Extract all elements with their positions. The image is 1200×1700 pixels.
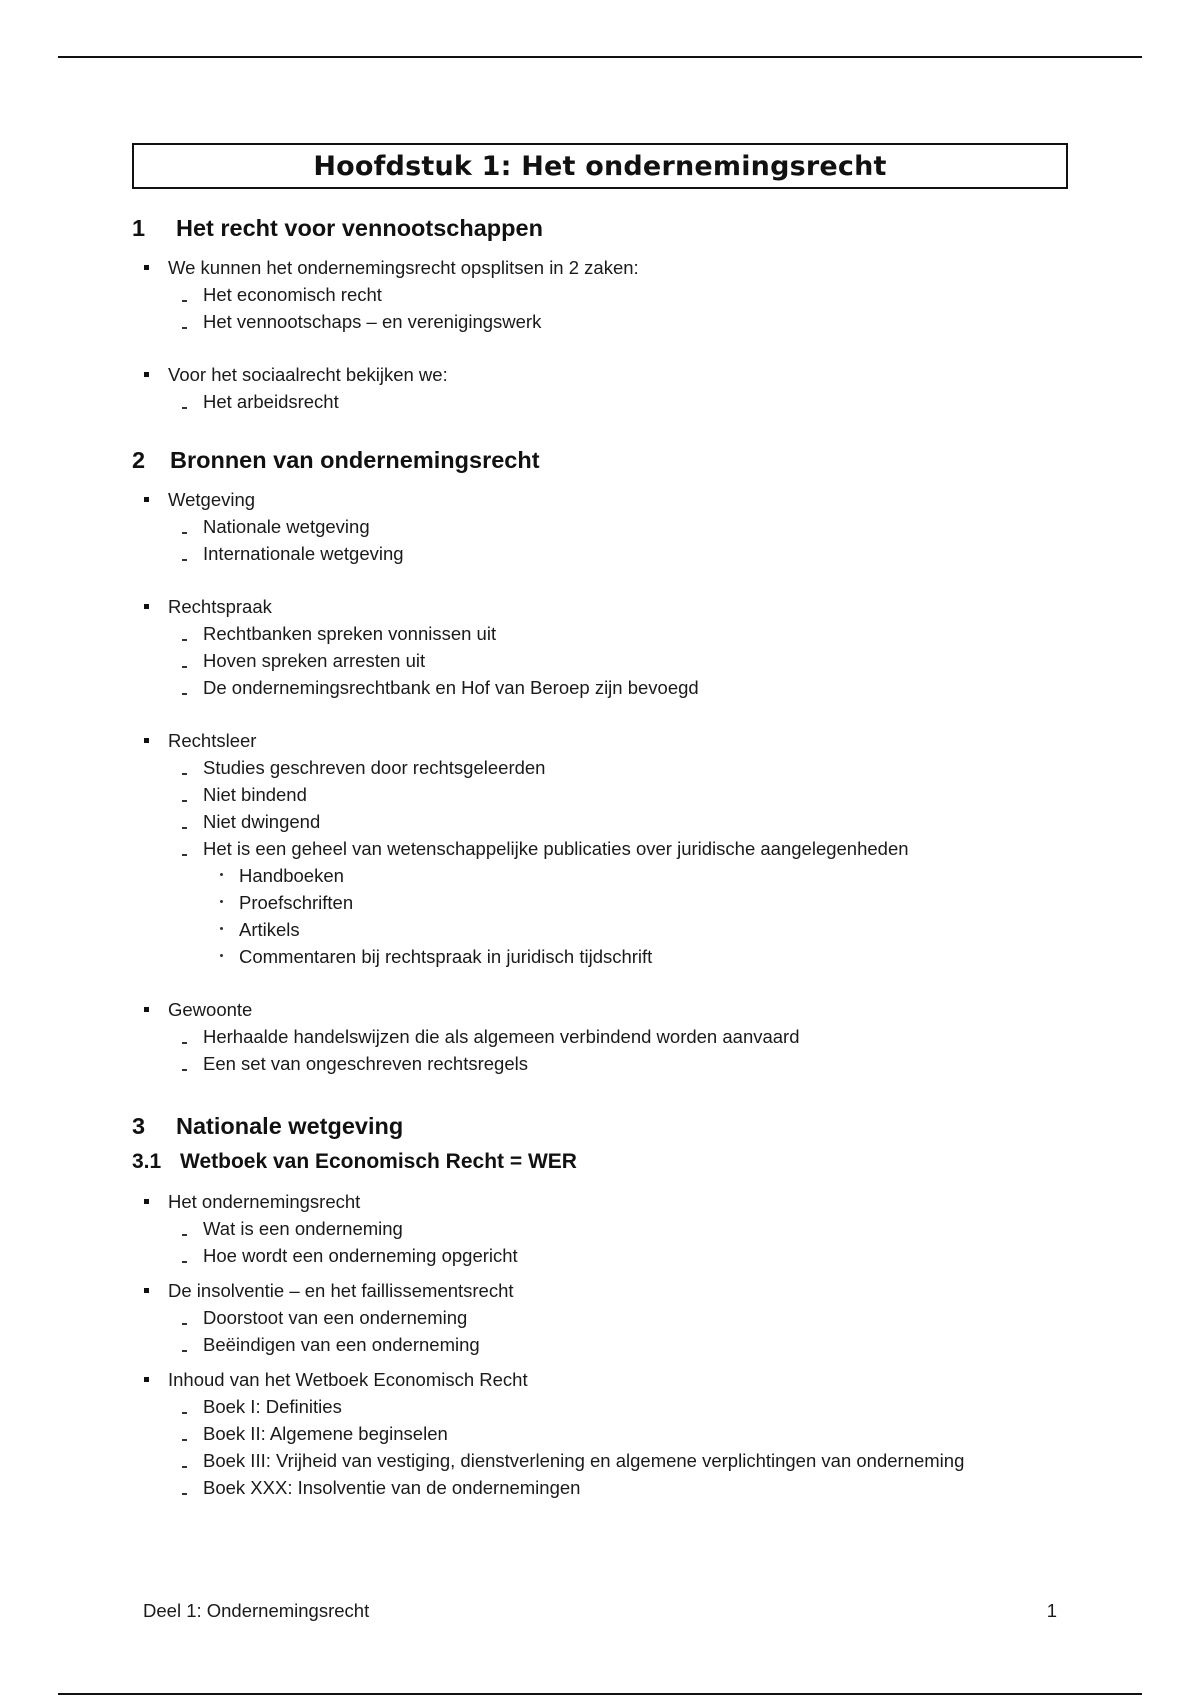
sub-list-item: Hoven spreken arresten uit xyxy=(132,647,1072,674)
sub-list-item: Studies geschreven door rechtsgeleerden xyxy=(132,754,1072,781)
sub-list-item: Hoe wordt een onderneming opgericht xyxy=(132,1242,1072,1269)
subsection-heading xyxy=(132,1150,1072,1174)
sub-list-item: Het arbeidsrecht xyxy=(132,388,1072,415)
list-item: Voor het sociaalrecht bekijken we: xyxy=(132,361,1072,388)
list-item: De insolventie – en het faillissementsrecht xyxy=(132,1277,1072,1304)
section-heading xyxy=(132,1113,1072,1140)
footer-title: Deel 1: Ondernemingsrecht xyxy=(143,1600,370,1621)
sub-list-item: Het is een geheel van wetenschappelijke publicaties over juridische aangelegenheden xyxy=(132,835,1072,862)
section-1 xyxy=(132,215,1072,415)
list-item: Het ondernemingsrecht xyxy=(132,1188,1072,1215)
sub-list-item: Niet dwingend xyxy=(132,808,1072,835)
sub-sub-list-item: Artikels xyxy=(132,916,1072,943)
sub-list-item: Nationale wetgeving xyxy=(132,513,1072,540)
subsection-title: Wetboek van Economisch Recht = WER xyxy=(180,1150,577,1173)
bullet-group xyxy=(132,727,1072,970)
sub-list-item: Internationale wetgeving xyxy=(132,540,1072,567)
sub-list-item: Herhaalde handelswijzen die als algemeen verbindend worden aanvaard xyxy=(132,1023,1072,1050)
subsection-number: 3.1 xyxy=(132,1150,162,1173)
list-item: Gewoonte xyxy=(132,996,1072,1023)
footer-rule xyxy=(58,1693,1142,1695)
bullet-group xyxy=(132,254,1072,335)
sub-list-item: Doorstoot van een onderneming xyxy=(132,1304,1072,1331)
bullet-group xyxy=(132,593,1072,701)
sub-list-item: Rechtbanken spreken vonnissen uit xyxy=(132,620,1072,647)
section-number: 1 xyxy=(132,215,146,241)
sub-list-item: Boek II: Algemene beginselen xyxy=(132,1420,1072,1447)
sub-list-item: Boek I: Definities xyxy=(132,1393,1072,1420)
list-item: Wetgeving xyxy=(132,486,1072,513)
section-title: Nationale wetgeving xyxy=(176,1113,404,1139)
sub-sub-list-item: Commentaren bij rechtspraak in juridisch tijdschrift xyxy=(132,943,1072,970)
bullet-group xyxy=(132,486,1072,567)
section-title: Bronnen van ondernemingsrecht xyxy=(170,447,540,473)
list-item: Rechtsleer xyxy=(132,727,1072,754)
section-heading xyxy=(132,215,1072,242)
bullet-group xyxy=(132,996,1072,1077)
list-item: Rechtspraak xyxy=(132,593,1072,620)
page-footer xyxy=(143,1600,1057,1622)
section-number: 3 xyxy=(132,1113,146,1139)
bullet-group xyxy=(132,1188,1072,1269)
sub-list-item: Een set van ongeschreven rechtsregels xyxy=(132,1050,1072,1077)
bullet-group xyxy=(132,1366,1072,1501)
section-number: 2 xyxy=(132,447,146,473)
sub-list-item: Boek XXX: Insolventie van de ondernemingen xyxy=(132,1474,1072,1501)
sub-list-item: De ondernemingsrechtbank en Hof van Beroep zijn bevoegd xyxy=(132,674,1072,701)
header-rule xyxy=(58,56,1142,58)
sub-sub-list-item: Handboeken xyxy=(132,862,1072,889)
sub-list-item: Beëindigen van een onderneming xyxy=(132,1331,1072,1358)
sub-list-item: Het economisch recht xyxy=(132,281,1072,308)
list-item: Inhoud van het Wetboek Economisch Recht xyxy=(132,1366,1072,1393)
document-page xyxy=(132,143,1072,1501)
chapter-title: Hoofdstuk 1: Het ondernemingsrecht xyxy=(132,143,1068,189)
sub-list-item: Het vennootschaps – en verenigingswerk xyxy=(132,308,1072,335)
sub-sub-list-item: Proefschriften xyxy=(132,889,1072,916)
sub-list-item: Niet bindend xyxy=(132,781,1072,808)
bullet-group xyxy=(132,361,1072,415)
section-2 xyxy=(132,447,1072,1077)
page-number: 1 xyxy=(1046,1600,1057,1621)
list-item: We kunnen het ondernemingsrecht opsplitsen in 2 zaken: xyxy=(132,254,1072,281)
sub-list-item: Boek III: Vrijheid van vestiging, dienstverlening en algemene verplichtingen van onderneming xyxy=(132,1447,1072,1474)
section-heading xyxy=(132,447,1072,474)
sub-list-item: Wat is een onderneming xyxy=(132,1215,1072,1242)
bullet-group xyxy=(132,1277,1072,1358)
section-3 xyxy=(132,1113,1072,1501)
section-title: Het recht voor vennootschappen xyxy=(176,215,543,241)
